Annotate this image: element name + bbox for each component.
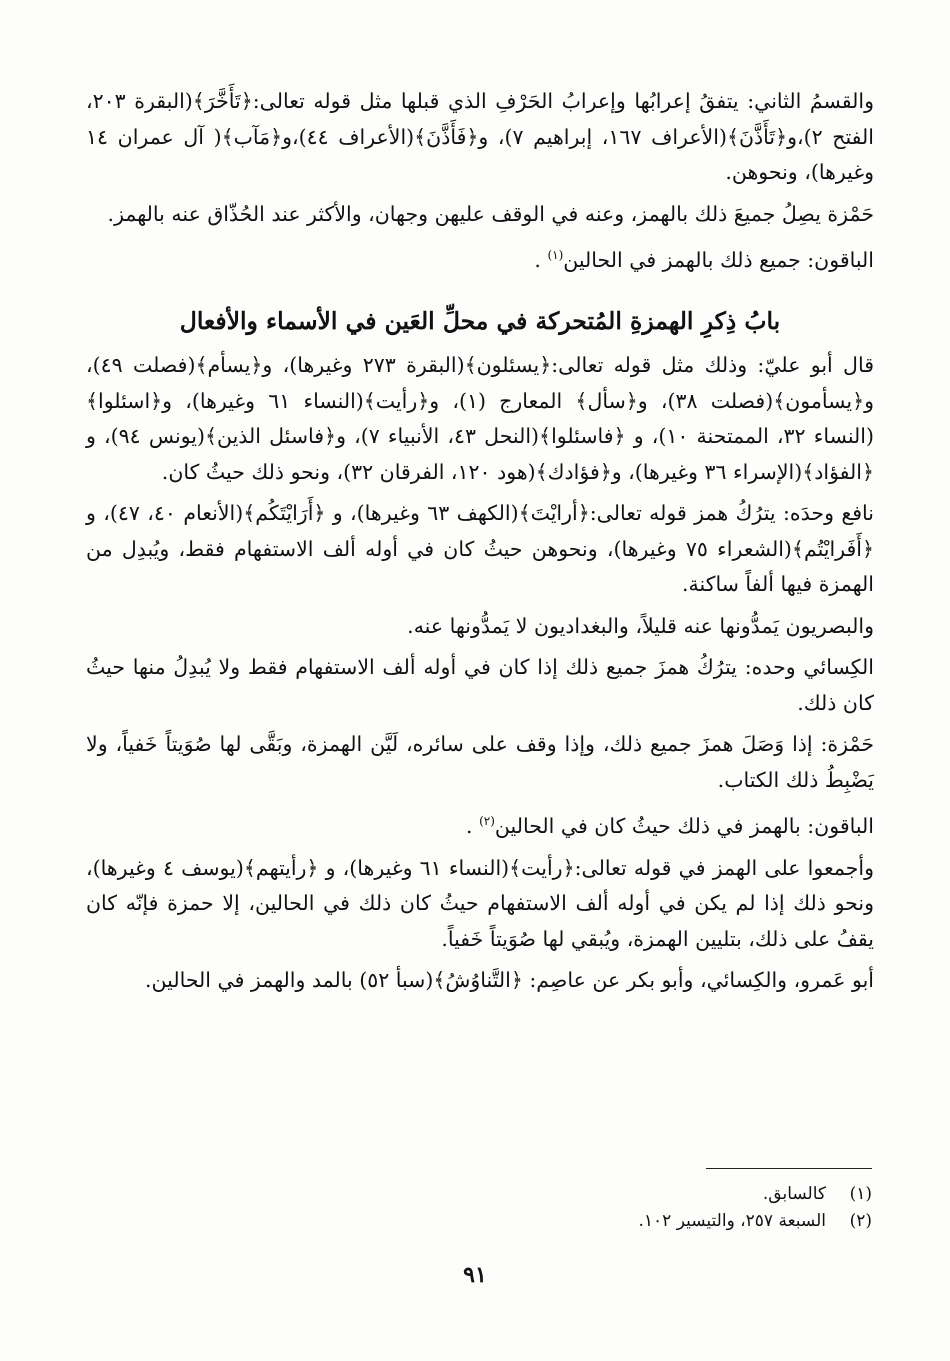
footnote-1-number: (١) — [849, 1184, 872, 1204]
paragraph-baqoon-2-text: الباقون: بالهمز في ذلك حيثُ كان في الحالين — [494, 814, 874, 839]
chapter-heading: بابُ ذِكرِ الهمزةِ المُتحركة في محلِّ العَين في الأسماء والأفعال — [179, 307, 781, 336]
footnote-2 — [86, 1208, 872, 1235]
footnote-2-text: السبعة ٢٥٧، والتيسير ١٠٢. — [638, 1211, 826, 1231]
footnotes — [86, 1181, 872, 1235]
footnote-separator — [706, 1168, 872, 1169]
paragraph-kisai: الكِسائي وحده: يترُكُ همزَ جميع ذلك إذا كان في أوله ألف الاستفهام فقط ولا يُبدِلُ منها حيثُ كان ذلك. — [86, 655, 874, 715]
footnote-2-number: (٢) — [849, 1211, 872, 1231]
page-number: ٩١ — [463, 1262, 487, 1288]
paragraph-ajmaoo: وأجمعوا على الهمز في قوله تعالى:﴿رأيت﴾(النساء ٦١ وغيرها)، و ﴿رأيتهم﴾(يوسف ٤ وغيرها)، ونحو ذلك إذا لم يكن في أوله ألف الاستفهام حيثُ كان ذلك في الحالين، إلا حمزة فإنّه كان يقفُ على ذلك، بتليين الهمزة، ويُبقي لها صُوَيتاً خَفياً. — [86, 855, 874, 951]
paragraph-baqoon-1-text: الباقون: جميع ذلك بالهمز في الحالين — [563, 247, 874, 272]
paragraph-hamza-1: حَمْزة يصِلُ جميعَ ذلك بالهمز، وعنه في الوقف عليهن وجهان، والأكثر عند الحُذّاق عنه بالهمز. — [107, 201, 874, 226]
main-text — [86, 84, 874, 1005]
footnote-1-text: كالسابق. — [762, 1184, 826, 1204]
footnote-ref-1[interactable]: (١) — [547, 248, 564, 262]
paragraph-baqoon-2 — [86, 804, 874, 844]
paragraph-nafi: نافع وحدَه: يترُكُ همز قوله تعالى:﴿أرايْتَ﴾(الكهف ٦٣ وغيرها)، و ﴿أَرَايْتَكُم﴾(الأنعام ٤٠، ٤٧)، و ﴿أَفَرايْتُم﴾(الشعراء ٧٥ وغيرها)، ونحوهن حيثُ كان في أوله ألف الاستفهام فقط، ويُبدِل من الهمزة فيها ألفاً ساكنة. — [86, 501, 875, 597]
paragraph-hamza-2: حَمْزة: إذا وَصَلَ همزَ جميع ذلك، وإذا وقف على سائره، لَيَّن الهمزة، وبَقَّى لها صُوَيتاً خَفياً، ولا يَضْبِطُ ذلك الكتاب. — [86, 732, 874, 792]
paragraph-baqoon-2-end: . — [466, 814, 480, 839]
paragraph-basriyun: والبصريون يَمدُّونها عنه قليلاً، والبغداديون لا يَمدُّونها عنه. — [407, 613, 874, 638]
paragraph-qism-thani: والقسمُ الثاني: يتفقُ إعرابُها وإعرابُ الحَرْفِ الذي قبلها مثل قوله تعالى:﴿تَأَخَّرَ﴾(البقرة ٢٠٣، الفتح ٢)،و﴿تَأَذَّنَ﴾(الأعراف ١٦٧، إبراهيم ٧)، و﴿فَأَذَّنَ﴾(الأعراف ٤٤)،و﴿مَآب﴾( آل عمران ١٤ وغيرها)، ونحوهن. — [86, 89, 874, 184]
paragraph-abu-ali: قال أبو عليّ: وذلك مثل قوله تعالى:﴿يسئلون﴾(البقرة ٢٧٣ وغيرها)، و﴿يسأم﴾(فصلت ٤٩)، و﴿يسأمون﴾(فصلت ٣٨)، و﴿سأل﴾ المعارج (١)، و﴿رأيت﴾(النساء ٦١ وغيرها)، و﴿اسئلوا﴾(النساء ٣٢، الممتحنة ١٠)، و ﴿فاسئلوا﴾(النحل ٤٣، الأنبياء ٧)، و﴿فاسئل الذين﴾(يونس ٩٤)، و ﴿الفؤاد﴾(الإسراء ٣٦ وغيرها)، و﴿فؤادك﴾(هود ١٢٠، الفرقان ٣٢)، ونحو ذلك حيثُ كان. — [86, 353, 875, 484]
paragraph-baqoon-1 — [86, 238, 874, 278]
footnote-1 — [86, 1181, 872, 1208]
footnote-ref-2[interactable]: (٢) — [479, 814, 495, 829]
paragraph-abu-amr: أبو عَمرو، والكِسائي، وأبو بكر عن عاصِم: ﴿التَّناوُشُ﴾(سبأ ٥٢) بالمد والهمز في الحالين. — [145, 968, 874, 993]
paragraph-baqoon-1-end: . — [534, 247, 548, 272]
